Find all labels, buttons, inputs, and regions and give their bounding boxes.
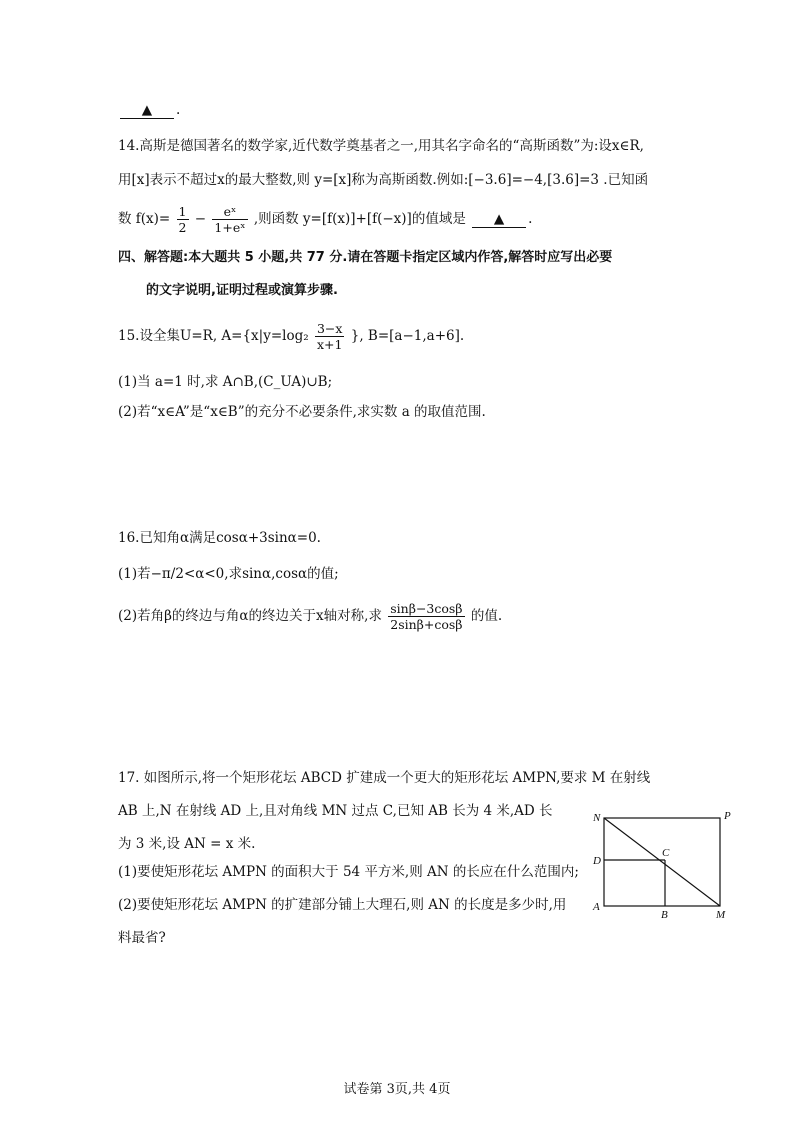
q15-part1: (1)当 a=1 时,求 A∩B,(C_UA)∪B; <box>118 374 333 390</box>
q17-part1: (1)要使矩形花坛 AMPN 的面积大于 54 平方米,则 AN 的长应在什么范围内; <box>118 864 579 880</box>
q16-frac-denominator: 2sinβ+cosβ <box>390 617 463 632</box>
q16-part2-prefix: (2)若角β的终边与角α的终边关于x轴对称,求 <box>118 608 382 624</box>
q14-line3 <box>118 204 532 235</box>
q17-part2-line1: (2)要使矩形花坛 AMPN 的扩建部分铺上大理石,则 AN 的长度是多少时,用 <box>118 897 567 913</box>
figure-label-p: P <box>724 810 731 822</box>
q16-part1: (1)若−π/2<α<0,求sinα,cosα的值; <box>118 566 339 582</box>
q16-part2-suffix: 的值. <box>470 608 503 624</box>
q13-answer-line <box>118 100 180 120</box>
q16-fraction <box>388 601 464 632</box>
q14-line1: 14.高斯是德国著名的数学家,近代数学奠基者之一,用其名字命名的“高斯函数”为:设x∈R, <box>118 138 644 154</box>
q17-rectangle-figure <box>590 808 740 924</box>
q15-frac-numerator: 3−x <box>316 321 343 336</box>
section4-heading-line2: 的文字说明,证明过程或演算步骤. <box>146 283 338 298</box>
q14-answer-blank: ▲ <box>472 211 526 228</box>
q14-func-prefix: 数 f(x)= <box>118 211 171 227</box>
q15-stem <box>118 320 464 352</box>
q14-frac2-denominator: 1+eˣ <box>214 220 246 235</box>
q17-line3: 为 3 米,设 AN = x 米. <box>118 836 256 852</box>
q14-line2: 用[x]表示不超过x的最大整数,则 y=[x]称为高斯函数.例如:[−3.6]=−4,[3.6]=3 .已知函 <box>118 172 649 188</box>
q14-frac1-numerator: 1 <box>178 204 187 219</box>
q15-log-fraction <box>315 321 344 352</box>
q15-stem-prefix: 15.设全集U=R, A={x|y=log₂ <box>118 328 309 344</box>
figure-label-n: N <box>593 812 601 824</box>
q16-part2 <box>118 600 502 632</box>
section4-heading-line1: 四、解答题:本大题共 5 小题,共 77 分.请在答题卡指定区域内作答,解答时应写出必要 <box>118 250 613 265</box>
q16-frac-numerator: sinβ−3cosβ <box>390 601 463 616</box>
q13-answer-blank: ▲ <box>120 102 174 119</box>
q13-end-punct: . <box>176 102 181 118</box>
q14-func-suffix: ,则函数 y=[f(x)]+[f(−x)]的值域是 <box>253 211 466 227</box>
figure-label-d: D <box>593 855 601 867</box>
q15-stem-suffix: }, B=[a−1,a+6]. <box>350 328 465 344</box>
q17-line2: AB 上,N 在射线 AD 上,且对角线 MN 过点 C,已知 AB 长为 4 米,AD 长 <box>118 803 553 819</box>
q17-part2-line2: 料最省? <box>118 930 166 946</box>
figure-diagonal-nm <box>604 818 720 906</box>
figure-label-b: B <box>661 909 668 920</box>
q14-fraction-exp <box>212 204 247 235</box>
q14-end-punct: . <box>528 211 533 227</box>
q17-line1: 17. 如图所示,将一个矩形花坛 ABCD 扩建成一个更大的矩形花坛 AMPN,要求 M 在射线 <box>118 770 651 786</box>
q14-frac1-denominator: 2 <box>178 220 187 235</box>
q14-minus: − <box>194 211 207 227</box>
q15-frac-denominator: x+1 <box>316 337 343 352</box>
q15-part2: (2)若“x∈A”是“x∈B”的充分不必要条件,求实数 a 的取值范围. <box>118 404 486 420</box>
page-footer: 试卷第 3页,共 4页 <box>343 1082 451 1097</box>
figure-label-m: M <box>716 909 726 920</box>
q14-frac2-numerator: eˣ <box>212 204 247 220</box>
q14-fraction-half <box>177 204 189 235</box>
figure-label-c: C <box>662 847 670 859</box>
q16-stem: 16.已知角α满足cosα+3sinα=0. <box>118 530 321 546</box>
figure-label-a: A <box>593 901 600 913</box>
